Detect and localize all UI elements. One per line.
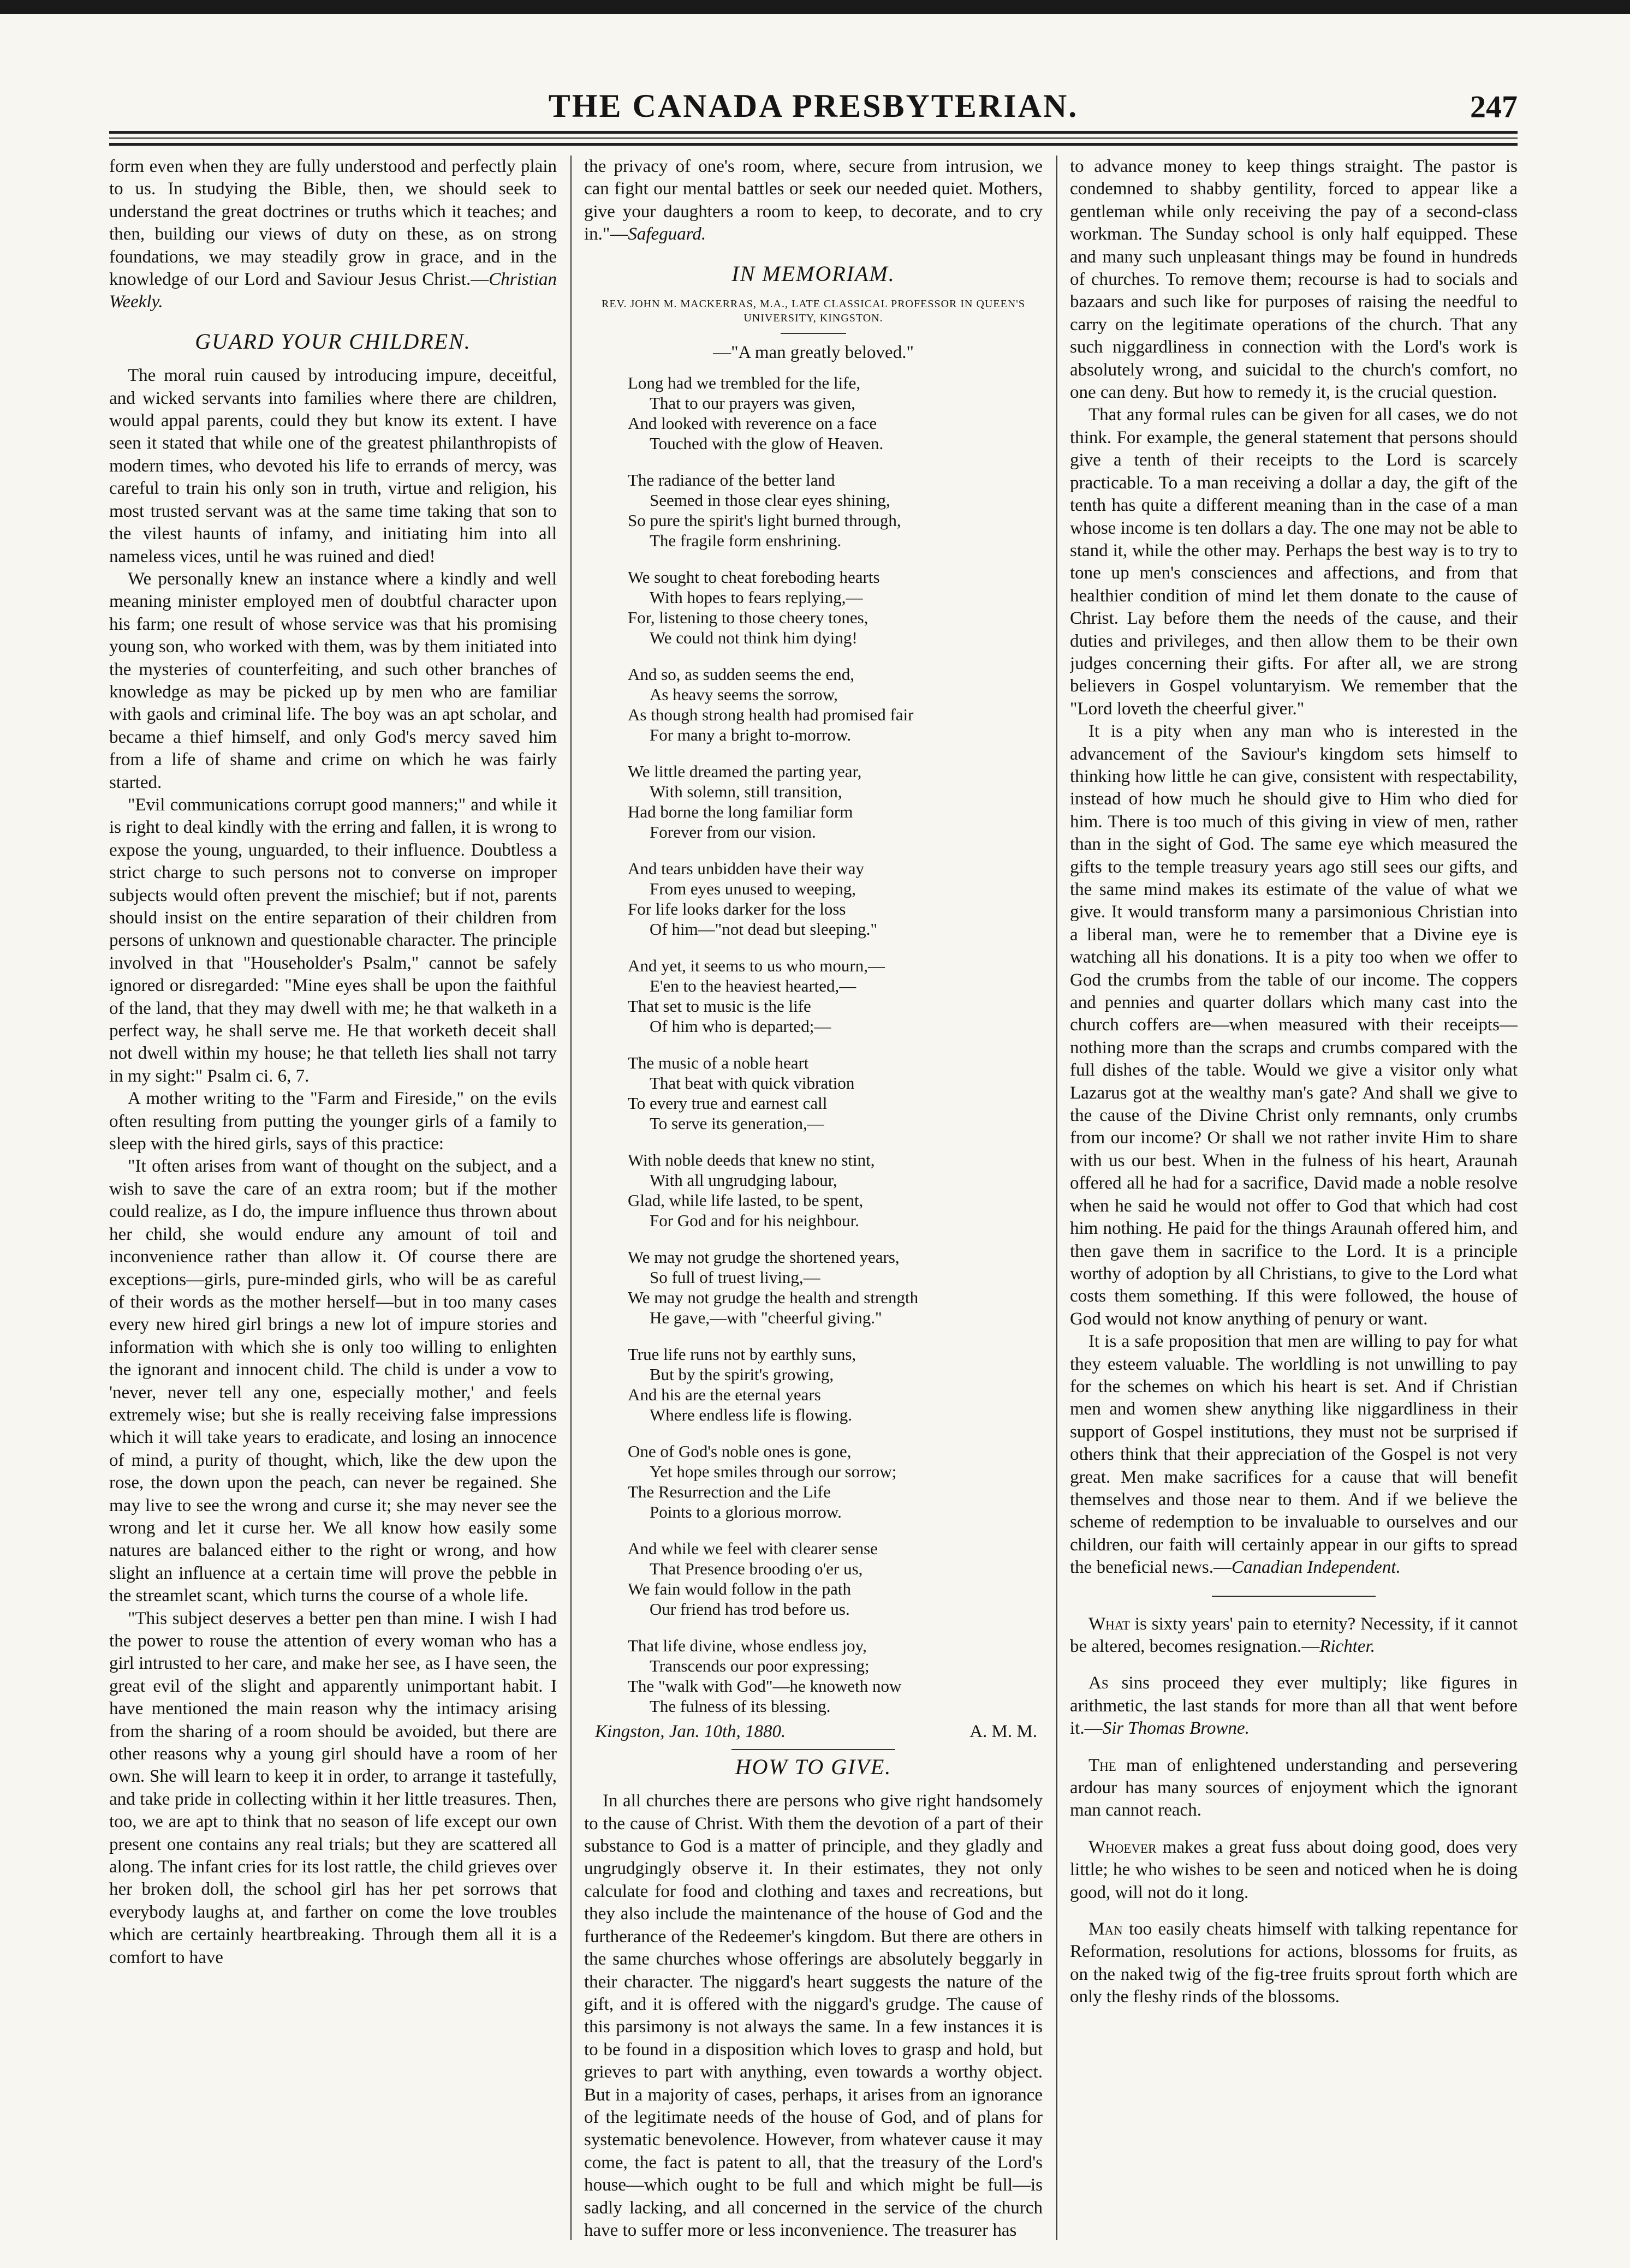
article-paragraph: In all churches there are persons who give right handsomely to the cause of Christ. With them the devotion of a part of their substance to God is a matter of principle, and they gladly and ungrudgingly observe it. In their estimates, they not only calculate for food and clothing and taxes and recreations, but they also include the maintenance of the house of God and the furtherance of the Redeemer's kingdom. But there are others in the same churches whose offerings are absolutely beggarly in their character. The niggard's heart suggests the nature of the gift, and it is offered with the niggard's grudge. The cause of this parsimony is not always the same. In a few instances it is to be found in a disposition which loves to grasp and hold, but grieves to part with anything, even towards a worthy object. But in a majority of cases, perhaps, it arises from an ignorance of the legitimate needs of the house of God, and of plans for systematic benevolence. However, from whatever cause it may come, the fact is patent to all, that the treasury of the Lord's house—which ought to be full and which might be full—is sadly lacking, and all concerned in the service of the church have to suffer more or less inconvenience. The treasurer has [584, 1791, 1043, 2240]
poem-line: The music of a noble heart [628, 1053, 809, 1073]
poem-line: We sought to cheat foreboding hearts [628, 568, 880, 587]
article-paragraph: We personally knew an instance where a kindly and well meaning minister employed men of doubtful character upon his farm; one result of whose service was that his promising young son, who worked with them, was by them initiated into the mysteries of counterfeiting, and such other branches of knowledge as may be picked up by men who are familiar with gaols and criminal life. The boy was an apt scholar, and became a thief himself, and only God's mercy saved him from a life of shame and crime on which he was fairly started. [109, 569, 557, 792]
maxim: The man of enlightened understanding and persevering ardour has many sources of enjoyment which the ignorant man cannot reach. [1070, 1755, 1518, 1821]
poem-line: That set to music is the life [628, 996, 811, 1016]
newspaper-title: THE CANADA PRESBYTERIAN. [548, 88, 1079, 124]
column-divider [570, 156, 572, 2240]
poem-line: The Resurrection and the Life [628, 1482, 831, 1502]
continued-paragraph: the privacy of one's room, where, secure from intrusion, we can fight our mental battles or seek our needed quiet. Mothers, give your daughters a room to keep, to decorate, and to cry in."—Safeguard. [584, 157, 1043, 244]
header-rule [109, 138, 1518, 139]
continued-paragraph: form even when they are fully understood and perfectly plain to us. In studying the Bible, then, we should seek to understand the great doctrines or truths which it teaches; and then, building our views of duty on these, as on strong foundations, we may steadily grow in grace, and in the knowledge of our Lord and Saviour Jesus Christ.—Christian Weekly. [109, 157, 557, 312]
poem-stanza [628, 1053, 1043, 1133]
poem-stanza [628, 373, 1043, 453]
article-paragraph: That any formal rules can be given for all cases, we do not think. For example, the general statement that persons should give a tenth of their receipts to the Lord is scarcely practicable. To a man receiving a dollar a day, the gift of the tenth has quite a different meaning than in the case of a man whose income is ten dollars a day. The one may not be able to stand it, while the other may. Perhaps the best way is to try to tone up men's consciences and affections, and from that healthier condition of mind let them donate to the cause of Christ. Lay before them the needs of the cause, and their duties and privileges, and then allow them to be their own judges concerning their gifts. For after all, we are strong believers in Gospel voluntaryism. We remember that the "Lord loveth the cheerful giver." [1070, 405, 1518, 719]
poem-heading-in-memoriam: IN MEMORIAM. [731, 261, 895, 286]
source-attribution: Safeguard. [628, 224, 706, 244]
scan-top-edge [0, 0, 1630, 14]
poem-stanza [628, 1538, 1043, 1619]
poem-signature [595, 1721, 1037, 1743]
poem-line: One of God's noble ones is gone, [628, 1442, 852, 1461]
article-paragraph: It is a pity when any man who is interested in the advancement of the Saviour's kingdom sets himself to thinking how little he can give, consistent with respectability, instead of how much he should give to Him who died for him. There is too much of this giving in view of men, rather than in the sight of God. The same eye which measured the gifts to the temple treasury years ago still sees our gifts, and the same mind makes its estimate of the value of what we give. It would transform many a parsimonious Christian into a liberal man, were he to remember that a Divine eye is watching all his donations. It is a pity too when we offer to God the crumbs from the table of our income. The coppers and pennies and quarter dollars which many cast into the church coffers are—when measured with their receipts—nothing more than the scraps and crumbs compared with the full dishes of the table. Would we give a visitor only what Lazarus got at the wealthy man's gate? And shall we give to the cause of the Divine Christ only remnants, only crumbs from our income? Or shall we not rather invite Him to share with us our best. When in the fulness of his heart, Araunah offered all he had for a sacrifice, David made a noble resolve when he said he would not offer to God that which had cost him nothing. He paid for the things Araunah offered him, and then gave them in sacrifice to the Lord. It is a principle worthy of adoption by all Christians, to give to the Lord what costs them something. If this were followed, the house of God would not know anything of penury or want. [1070, 721, 1518, 1329]
maxim: As sins proceed they ever multiply; like figures in arithmetic, the last stands for more than all that went before it.—Sir Thomas Browne. [1070, 1673, 1518, 1739]
column-2 [584, 156, 1043, 2246]
poem-line: We could not think him dying! [650, 628, 858, 648]
source-attribution: Canadian Independent. [1231, 1557, 1401, 1578]
poem-line: We fain would follow in the path [628, 1579, 852, 1599]
poem-line: Of him who is departed;— [650, 1017, 831, 1036]
poem-line: For, listening to those cheery tones, [628, 608, 868, 628]
poem-stanza [628, 956, 1043, 1036]
poem-line: Yet hope smiles through our sorrow; [650, 1462, 897, 1482]
article-paragraph: A mother writing to the "Farm and Fireside," on the evils often resulting from putting the younger girls of a family to sleep with the hired girls, says of this practice: [109, 1089, 557, 1154]
poem-stanza [628, 1247, 1043, 1328]
article-heading-how-to-give: HOW TO GIVE. [735, 1754, 892, 1779]
poem-stanza [628, 470, 1043, 551]
poem-line: And while we feel with clearer sense [628, 1539, 878, 1559]
maxim: Whoever makes a great fuss about doing good, does very little; he who wishes to be seen and noticed when he is doing good, will not do it long. [1070, 1837, 1518, 1902]
divider-rule [1212, 1596, 1376, 1597]
poem-line: We may not grudge the health and strength [628, 1288, 919, 1308]
poem-line: For many a bright to-morrow. [650, 725, 852, 745]
poem-line: Transcends our poor expressing; [650, 1656, 870, 1676]
poem-line: So pure the spirit's light burned through, [628, 511, 901, 530]
poem-stanza [628, 858, 1043, 939]
poem-line: For God and for his neighbour. [650, 1211, 860, 1231]
poem-line: For life looks darker for the loss [628, 899, 846, 919]
poem-line: That to our prayers was given, [650, 393, 856, 413]
column-3 [1070, 156, 1518, 2246]
poem-line: But by the spirit's growing, [650, 1365, 834, 1384]
signature-place-date: Kingston, Jan. 10th, 1880. [595, 1722, 786, 1742]
poem-line: And yet, it seems to us who mourn,— [628, 956, 885, 976]
poem-stanza [628, 1344, 1043, 1425]
poem-line: E'en to the heaviest hearted,— [650, 976, 856, 996]
poem-line: And tears unbidden have their way [628, 859, 865, 879]
poem-line: To every true and earnest call [628, 1094, 828, 1113]
poem-line: We little dreamed the parting year, [628, 762, 862, 781]
source-attribution: Christian Weekly. [109, 270, 557, 312]
page-number: 247 [1470, 89, 1518, 124]
poem-dedication: REV. JOHN M. MACKERRAS, M.A., LATE CLASSICAL PROFESSOR IN QUEEN'S UNIVERSITY, KINGSTON. [602, 298, 1025, 325]
poem-stanza [628, 1636, 1043, 1716]
source-attribution: Richter. [1319, 1637, 1375, 1656]
poem-line: From eyes unused to weeping, [650, 879, 856, 899]
poem-motto: —"A man greatly beloved." [713, 343, 914, 363]
poem-line: The "walk with God"—he knoweth now [628, 1676, 902, 1696]
header-rule [109, 143, 1518, 146]
poem-line: That life divine, whose endless joy, [628, 1636, 867, 1656]
article-paragraph: "This subject deserves a better pen than mine. I wish I had the power to rouse the attention of every woman who has a girl intrusted to her care, and make her see, as I have seen, the great evil of the slight and apparently unimportant habit. I have mentioned the main reason why the intimacy arising from the sharing of a room should be avoided, but there are other reasons why a young girl should have a room of her own. She will learn to keep it in order, to arrange it tastefully, and take pride in collecting within it her little treasures. Then, too, we are apt to think that no season of life except our own present one contains any real trials; but they are scattered all along. The infant cries for its lost rattle, the child grieves over her broken doll, the school girl has her pet sorrows that everybody laughs at, and farther on come the love troubles which are certainly heartbreaking. Through them all it is a comfort to have [109, 1608, 557, 1967]
signature-initials: A. M. M. [969, 1722, 1037, 1742]
poem-line: And his are the eternal years [628, 1385, 821, 1405]
poem-line: With solemn, still transition, [650, 782, 842, 802]
article-paragraph: "It often arises from want of thought on the subject, and a wish to save the care of an extra room; but if the mother could realize, as I do, the impure influence thus thrown about her child, she would endure any amount of toil and inconvenience rather than allow it. Of course there are exceptions—girls, pure-minded girls, who will be as careful of their words as the mother herself—but in too many cases every new hired girl brings a new lot of impure stories and information with which she is only too willing to enlighten the ignorant and innocent child. The child is under a vow to 'never, never tell any one, especially mother,' and feels extremely wise; but she is really receiving false impressions which it will take years to eradicate, and losing an innocence of mind, a purity of thought, which, like the dew upon the rose, the down upon the peach, can never be regained. She may live to see the wrong and curse it; she may never see the wrong and let it curse her. We all know how easily some natures are balanced either to the right or wrong, and how slight an influence at a certain time will prove the pebble in the streamlet scant, which turns the course of a whole life. [109, 1156, 557, 1606]
poem-line: Points to a glorious morrow. [650, 1502, 842, 1522]
poem-line: Seemed in those clear eyes shining, [650, 491, 890, 510]
poem-line: Of him—"not dead but sleeping." [650, 920, 878, 939]
header-rule [109, 131, 1518, 134]
poem-line: And so, as sudden seems the end, [628, 665, 854, 684]
poem-line: That Presence brooding o'er us, [650, 1559, 863, 1579]
divider-rule [781, 333, 846, 334]
poem-line: With all ungrudging labour, [650, 1171, 837, 1190]
poem-line: So full of truest living,— [650, 1268, 820, 1287]
poem-stanza [628, 567, 1043, 648]
poem-stanza [628, 1150, 1043, 1231]
poem-stanza [628, 1441, 1043, 1522]
poem-line: Glad, while life lasted, to be spent, [628, 1191, 864, 1210]
poem-stanza [628, 761, 1043, 842]
divider-rule [731, 1749, 895, 1750]
article-paragraph: "Evil communications corrupt good manners;" and while it is right to deal kindly with the erring and fallen, it is wrong to expose the young, unguarded, to their influence. Doubtless a strict charge to such persons not to converse on improper subjects would often prevent the mischief; but if not, parents should insist on the entire separation of their children from persons of unknown and questionable character. The principle involved in that "Householder's Psalm," cannot be safely ignored or disregarded: "Mine eyes shall be upon the faithful of the land, that they may dwell with me; he that walketh in a perfect way, he shall serve me. He that worketh deceit shall not dwell within my house; he that telleth lies shall not tarry in my sight:" Psalm ci. 6, 7. [109, 795, 557, 1086]
maxim: What is sixty years' pain to eternity? Necessity, if it cannot be altered, becomes resignation.—Richter. [1070, 1614, 1518, 1656]
poem-line: To serve its generation,— [650, 1114, 824, 1133]
article-paragraph: The moral ruin caused by introducing impure, deceitful, and wicked servants into families where there are children, would appal parents, could they but know its extent. I have seen it stated that while one of the greatest philanthropists of modern times, who devoted his life to errands of mercy, was careful to train his only son in truth, virtue and religion, his most trusted servant was at the same time taking that son to the vilest haunts of infamy, and initiating him into all nameless vices, until he was ruined and died! [109, 366, 557, 566]
poem-line: We may not grudge the shortened years, [628, 1248, 900, 1267]
page-header [109, 87, 1518, 136]
article-paragraph: It is a safe proposition that men are willing to pay for what they esteem valuable. The worldling is not unwilling to pay for the schemes on which his heart is set. And if Christian men and women shew anything like niggardliness in their support of Gospel institutions, they must not be surprised if others think that their appreciation of the Gospel is not very great. Men make sacrifices for a cause that will benefit themselves and those near to them. And if we believe the scheme of redemption to be invaluable to ourselves and our children, our faith will certainly appear in our gifts to spread the beneficial news.—Canadian Independent. [1070, 1332, 1518, 1578]
poem-line: The fragile form enshrining. [650, 531, 842, 551]
poem-line: True life runs not by earthly suns, [628, 1345, 856, 1364]
poem-line: With hopes to fears replying,— [650, 588, 863, 607]
poem-line: The fulness of its blessing. [650, 1697, 831, 1716]
column-divider [1056, 156, 1057, 2240]
maxim: Man too easily cheats himself with talking repentance for Reformation, resolutions for actions, blossoms for fruits, as on the naked twig of the fig-tree fruits sprout forth which are only the fleshy rinds of the blossoms. [1070, 1919, 1518, 2007]
poem-line: As though strong health had promised fair [628, 705, 914, 725]
poem-line: Our friend has trod before us. [650, 1599, 850, 1619]
source-attribution: Sir Thomas Browne. [1102, 1718, 1250, 1739]
poem-line: Had borne the long familiar form [628, 802, 853, 822]
poem-line: He gave,—with "cheerful giving." [650, 1308, 882, 1328]
poem-line: Forever from our vision. [650, 822, 816, 842]
poem-line: Where endless life is flowing. [650, 1405, 853, 1425]
continued-paragraph: to advance money to keep things straight. The pastor is condemned to shabby gentility, forced to appear like a gentleman while only receiving the pay of a second-class workman. The Sunday school is only half equipped. These and many such unpleasant things may be found in hundreds of churches. To remove them; recourse is had to socials and bazaars and such like for purposes of raising the needful to carry on the legitimate operations of the church. That any such niggardliness in connection with the Lord's work is absolutely wrong, and suicidal to the church's comfort, no one can deny. But how to remedy it, is the crucial question. [1070, 157, 1518, 403]
poem-line: The radiance of the better land [628, 470, 835, 490]
poem-line: That beat with quick vibration [650, 1073, 855, 1093]
poem-line: With noble deeds that knew no stint, [628, 1150, 875, 1170]
column-1 [109, 156, 557, 2246]
article-heading-guard-your-children: GUARD YOUR CHILDREN. [195, 329, 471, 354]
poem-line: Touched with the glow of Heaven. [650, 434, 884, 453]
poem-line: And looked with reverence on a face [628, 414, 877, 433]
poem-line: As heavy seems the sorrow, [650, 685, 838, 705]
poem-line: Long had we trembled for the life, [628, 373, 861, 393]
poem-stanza [628, 664, 1043, 745]
